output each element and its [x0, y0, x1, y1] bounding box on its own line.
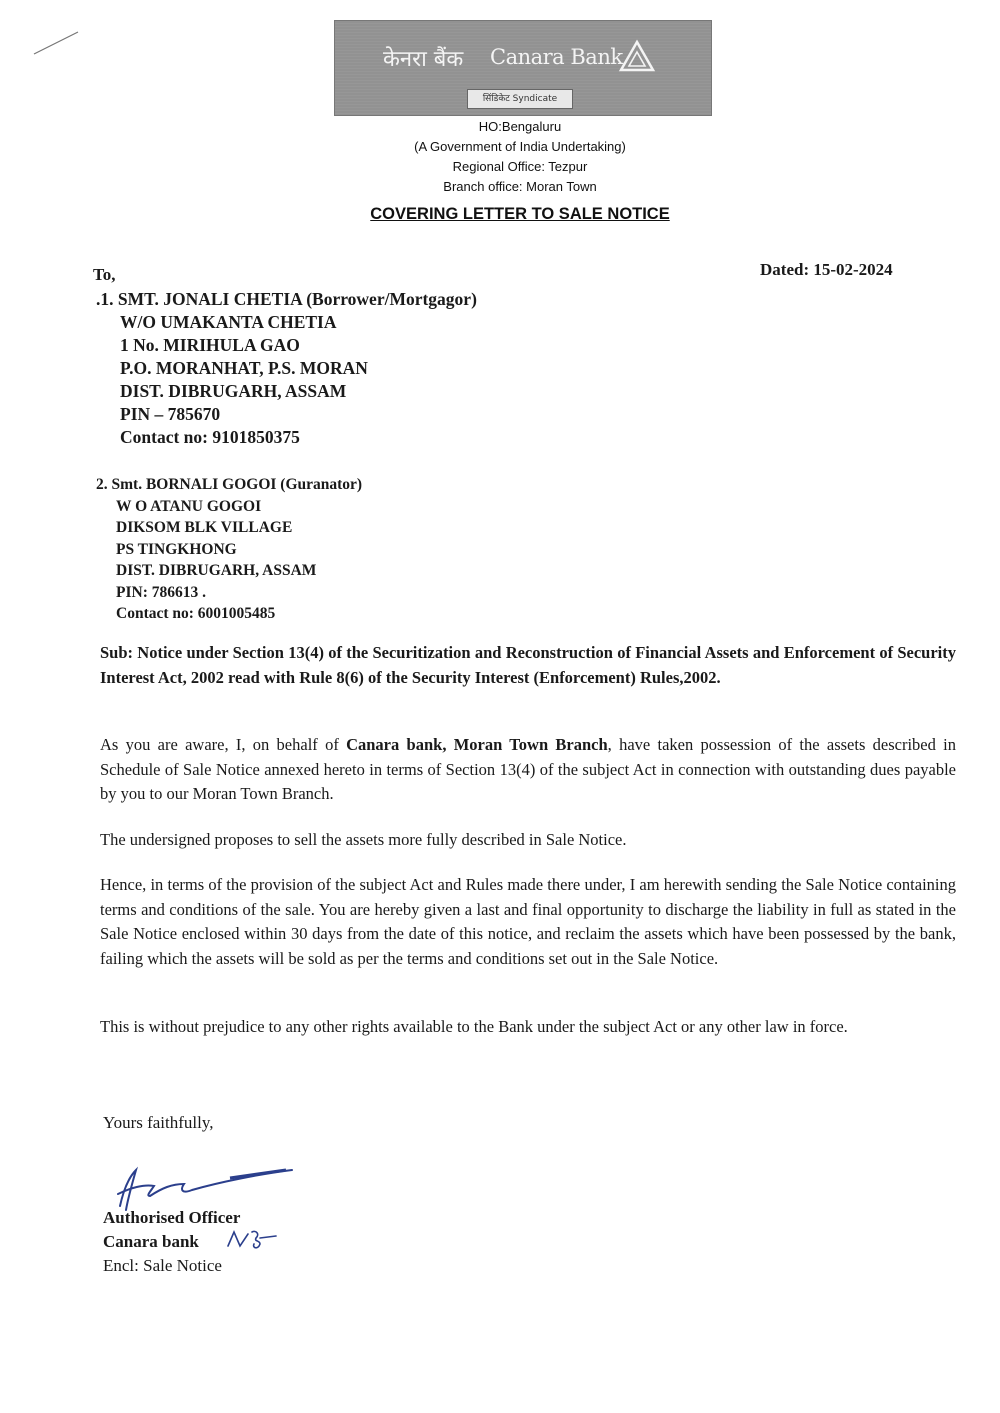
authorised-officer-label: Authorised Officer: [103, 1208, 241, 1227]
to-label: To,: [93, 265, 116, 284]
government-undertaking-line: (A Government of India Undertaking): [414, 139, 626, 154]
addressee1-contact: Contact no: 9101850375: [120, 427, 300, 447]
syndicate-badge: सिंडिकेट Syndicate: [467, 89, 573, 109]
initials-mark: [226, 1228, 278, 1252]
addressee1-address-line: 1 No. MIRIHULA GAO: [120, 335, 300, 355]
branch-name-bold: Canara bank, Moran Town Branch: [346, 735, 608, 754]
pen-stroke-mark: [32, 28, 82, 58]
addressee2-contact: Contact no: 6001005485: [116, 605, 276, 622]
branch-office-line: Branch office: Moran Town: [443, 179, 597, 194]
bank-name-signature: Canara bank: [103, 1232, 199, 1251]
letter-date: Dated: 15-02-2024: [760, 260, 893, 279]
addressee1-name: .1. SMT. JONALI CHETIA (Borrower/Mortgagor): [96, 289, 477, 309]
head-office-line: HO:Bengaluru: [478, 119, 562, 134]
addressee1-post-office: P.O. MORANHAT, P.S. MORAN: [120, 358, 368, 378]
addressee2-pin: PIN: 786613 .: [116, 583, 206, 601]
possession-text-end: , have taken possession of the assets described in Schedule of Sale Notice annexed hereto in terms of Section 13(4) of the subject Act in connection with outstanding dues payable by you to our Moran Town Branch.: [100, 735, 956, 803]
logo-english-text: Canara Bank: [490, 45, 623, 69]
addressee-block-2: [96, 474, 362, 625]
possession-text-start: As you are aware, I, on behalf of: [100, 735, 347, 754]
bank-logo-banner: [334, 20, 712, 116]
regional-office-line: Regional Office: Tezpur: [452, 159, 588, 174]
addressee2-name: 2. Smt. BORNALI GOGOI (Guranator): [96, 476, 363, 493]
enclosure-note: Encl: Sale Notice: [103, 1256, 222, 1275]
addressee1-district: DIST. DIBRUGARH, ASSAM: [120, 381, 347, 401]
possession-paragraph: [100, 733, 956, 807]
without-prejudice-paragraph: This is without prejudice to any other rights available to the Bank under the subject Act or any other law in force.: [100, 1017, 848, 1036]
letter-title: COVERING LETTER TO SALE NOTICE: [370, 205, 670, 223]
addressee2-relation: W O ATANU GOGOI: [116, 497, 262, 515]
closing-salutation: Yours faithfully,: [103, 1113, 214, 1132]
addressee-block-1: [96, 288, 477, 449]
subject-paragraph: Sub: Notice under Section 13(4) of the Securitization and Reconstruction of Financial Assets and Enforcement of Security Interest Act, 2002 read with Rule 8(6) of the Security Interest (Enforcement) Rules,2002.: [100, 643, 956, 687]
addressee2-police-station: PS TINGKHONG: [116, 540, 237, 558]
logo-hindi-text: केनरा बैंक: [383, 47, 464, 72]
canara-logo-icon: [618, 39, 656, 73]
addressee1-pin: PIN – 785670: [120, 404, 221, 424]
addressee1-relation: W/O UMAKANTA CHETIA: [120, 312, 337, 332]
final-opportunity-paragraph: Hence, in terms of the provision of the subject Act and Rules made there under, I am herewith sending the Sale Notice containing terms and conditions of the sale. You are hereby given a last and final opportunity to discharge the liability in full as stated in the Sale Notice enclosed within 30 days from the date of this notice, and reclaim the assets which have been possessed by the bank, failing which the assets will be sold as per the terms and conditions set out in the Sale Notice.: [100, 875, 956, 968]
addressee2-district: DIST. DIBRUGARH, ASSAM: [116, 562, 317, 579]
addressee2-address-line: DIKSOM BLK VILLAGE: [116, 519, 293, 536]
sale-proposal-paragraph: The undersigned proposes to sell the assets more fully described in Sale Notice.: [100, 830, 627, 849]
